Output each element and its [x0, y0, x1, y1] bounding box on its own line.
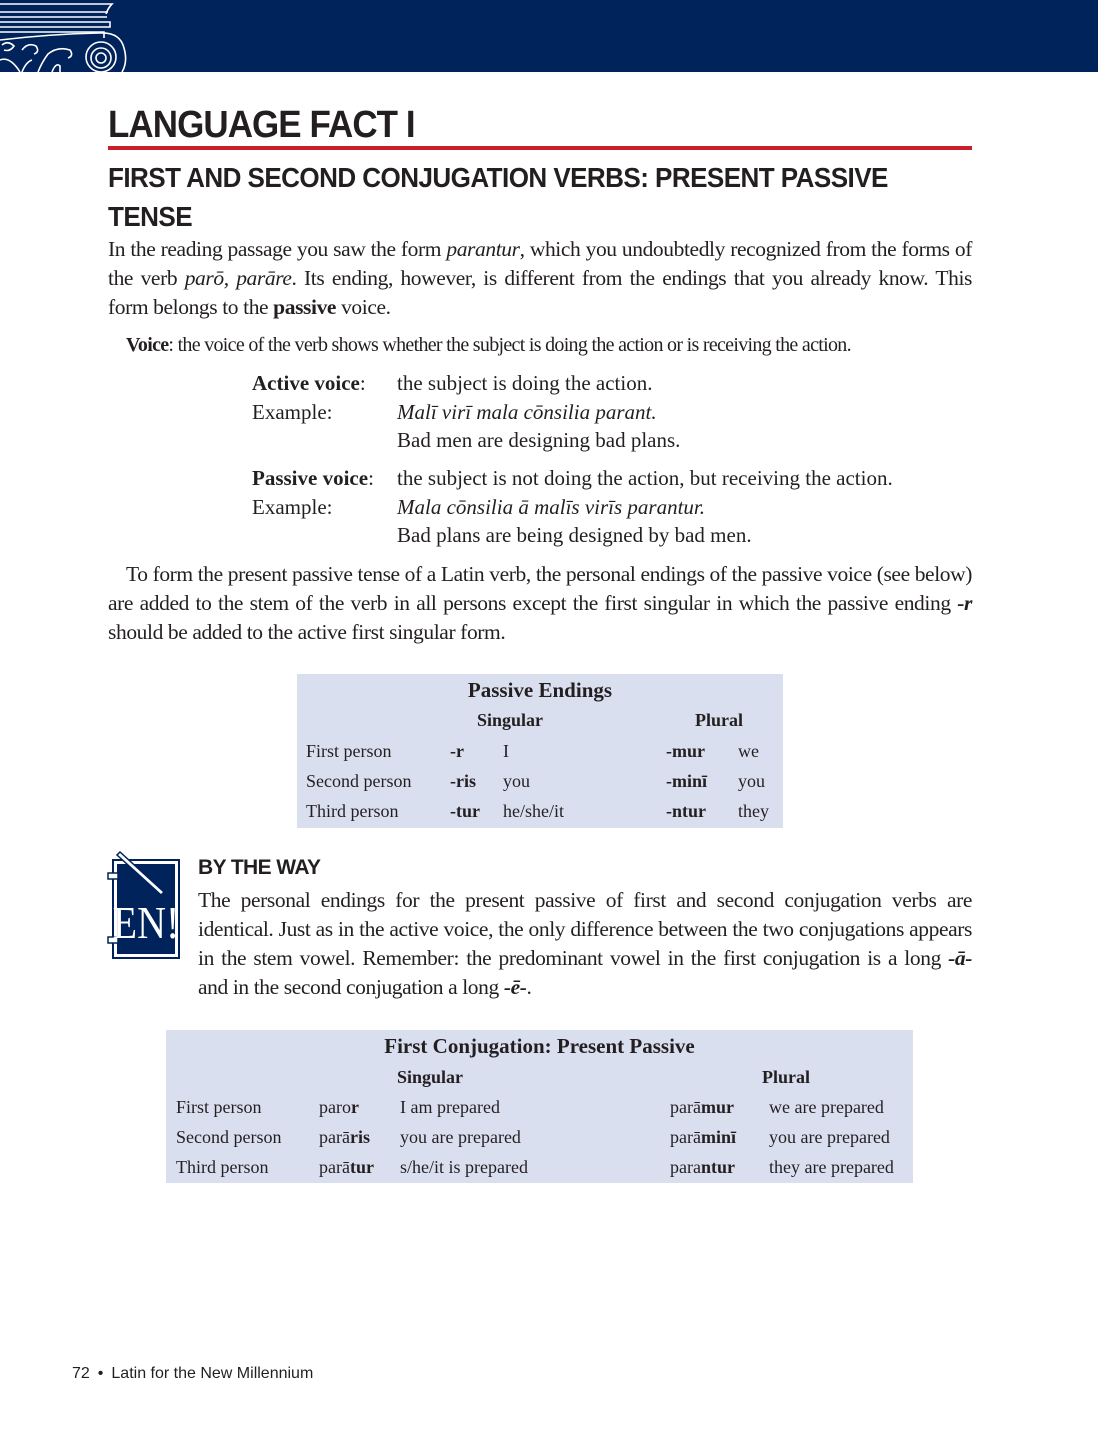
latin-word: parō, parāre: [184, 266, 292, 290]
stem: paro: [319, 1097, 351, 1117]
intro-paragraph: [108, 235, 972, 322]
example-latin: Malī virī mala cōnsilia parant.: [397, 399, 657, 424]
first-conjugation-table: [166, 1030, 913, 1183]
person-label: Third person: [176, 1157, 269, 1177]
singular-header: Singular: [397, 1067, 464, 1087]
ending: ntur: [700, 1157, 735, 1177]
table-title: Passive Endings: [467, 678, 613, 702]
title-rule: [108, 146, 972, 150]
colon: :: [368, 466, 374, 490]
latin-word: parantur: [446, 237, 520, 261]
plural-ending: -ntur: [666, 801, 706, 821]
plural-header: Plural: [695, 710, 743, 730]
active-voice-definition: the subject is doing the action.: [397, 371, 653, 395]
plural-form: [670, 1097, 734, 1118]
page-footer: [72, 1365, 313, 1383]
formation-text: should be added to the active first singular form.: [108, 620, 506, 644]
plural-pronoun: they: [738, 801, 769, 821]
singular-ending: -r: [450, 741, 464, 761]
plural-ending: -minī: [666, 771, 708, 791]
plural-translation: we are prepared: [769, 1097, 884, 1117]
voice-term: Voice: [126, 334, 169, 356]
example-label: Example:: [252, 494, 333, 519]
stem: parā: [670, 1097, 701, 1117]
example-label: Example:: [252, 399, 333, 424]
singular-translation: you are prepared: [400, 1127, 521, 1147]
byw-text: .: [526, 975, 532, 999]
example-latin: Mala cōnsilia ā malīs virīs parantur.: [397, 494, 706, 519]
voice-text: : the voice of the verb shows whether the subject is doing the action or is receiving the action.: [168, 334, 851, 356]
page-title: LANGUAGE FACT I: [108, 104, 415, 146]
passive-voice-definition: the subject is not doing the action, but receiving the action.: [397, 466, 893, 490]
passive-voice-block: [252, 464, 893, 550]
person-label: First person: [176, 1097, 262, 1117]
plural-form: [670, 1157, 735, 1178]
intro-text: In the reading passage you saw the form: [108, 237, 447, 261]
by-the-way-title: BY THE WAY: [198, 856, 321, 879]
plural-translation: you are prepared: [769, 1127, 890, 1147]
emphasis: passive: [273, 295, 337, 319]
ionic-column-capital-icon: [0, 0, 130, 72]
page-number: 72: [72, 1365, 90, 1382]
singular-ending: -ris: [450, 771, 476, 791]
plural-header: Plural: [762, 1067, 810, 1087]
intro-text: , which you undoubtedly recognized from the forms of the verb: [108, 237, 972, 290]
stem: parā: [319, 1157, 350, 1177]
stem: parā: [319, 1127, 350, 1147]
ending: tur: [349, 1157, 374, 1177]
stem: para: [670, 1157, 701, 1177]
active-voice-label: Active voice: [252, 371, 360, 395]
formation-text: To form the present passive tense of a Latin verb, the personal endings of the passive voice (see below) are added to the stem of the verb in all persons except the first singular in which the passive ending: [108, 562, 972, 615]
singular-form: [319, 1127, 370, 1148]
active-voice-block: [252, 369, 680, 455]
vowel-e: -ē-: [503, 975, 527, 999]
separator: •: [97, 1365, 104, 1382]
formation-paragraph: [108, 560, 972, 647]
byw-text: The personal endings for the present passive of first and second conjugation verbs are identical. Just as in the active voice, the only difference between the two conjugations appears in the stem vowel. Remember: the predominant vowel in the first conjugation is a long: [198, 888, 972, 970]
plural-ending: -mur: [666, 741, 705, 761]
person-label: Second person: [176, 1127, 282, 1147]
singular-translation: I am prepared: [400, 1097, 500, 1117]
intro-text: . Its ending, however, is different from the endings that you already know. This form belongs to the: [108, 266, 972, 319]
person-label: Third person: [306, 801, 399, 821]
by-the-way-text: [198, 886, 972, 1002]
table-title: First Conjugation: Present Passive: [384, 1034, 695, 1058]
singular-form: [319, 1097, 359, 1118]
person-label: Second person: [306, 771, 412, 791]
plural-translation: they are prepared: [769, 1157, 894, 1177]
plural-pronoun: we: [738, 741, 759, 761]
ending: ris: [349, 1127, 370, 1147]
singular-pronoun: he/she/it: [503, 801, 564, 821]
en-notebook-icon: [106, 848, 182, 962]
singular-ending: -tur: [450, 801, 480, 821]
ending-r: -r: [957, 591, 972, 615]
singular-translation: s/he/it is prepared: [400, 1157, 528, 1177]
singular-form: [319, 1157, 374, 1178]
person-label: First person: [306, 741, 392, 761]
example-english: Bad plans are being designed by bad men.: [397, 523, 752, 547]
singular-header: Singular: [477, 710, 544, 730]
example-english: Bad men are designing bad plans.: [397, 428, 681, 452]
passive-endings-table: [297, 674, 783, 828]
ending: mur: [700, 1097, 734, 1117]
ending: minī: [700, 1127, 736, 1147]
passive-voice-label: Passive voice: [252, 466, 369, 490]
plural-pronoun: you: [738, 771, 765, 791]
section-subtitle: FIRST AND SECOND CONJUGATION VERBS: PRESENT PASSIVE TENSE: [108, 162, 888, 232]
plural-form: [670, 1127, 736, 1148]
colon: :: [359, 371, 366, 395]
singular-pronoun: I: [503, 741, 509, 761]
voice-definition: [108, 331, 978, 360]
byw-text: and in the second conjugation a long: [198, 975, 504, 999]
intro-text: voice.: [336, 295, 391, 319]
svg-text:EN!: EN!: [112, 898, 180, 949]
vowel-a: -ā-: [948, 946, 972, 970]
stem: parā: [670, 1127, 701, 1147]
singular-pronoun: you: [503, 771, 530, 791]
book-title: Latin for the New Millennium: [111, 1365, 314, 1382]
header-band: [0, 0, 1098, 72]
ending: r: [350, 1097, 359, 1117]
